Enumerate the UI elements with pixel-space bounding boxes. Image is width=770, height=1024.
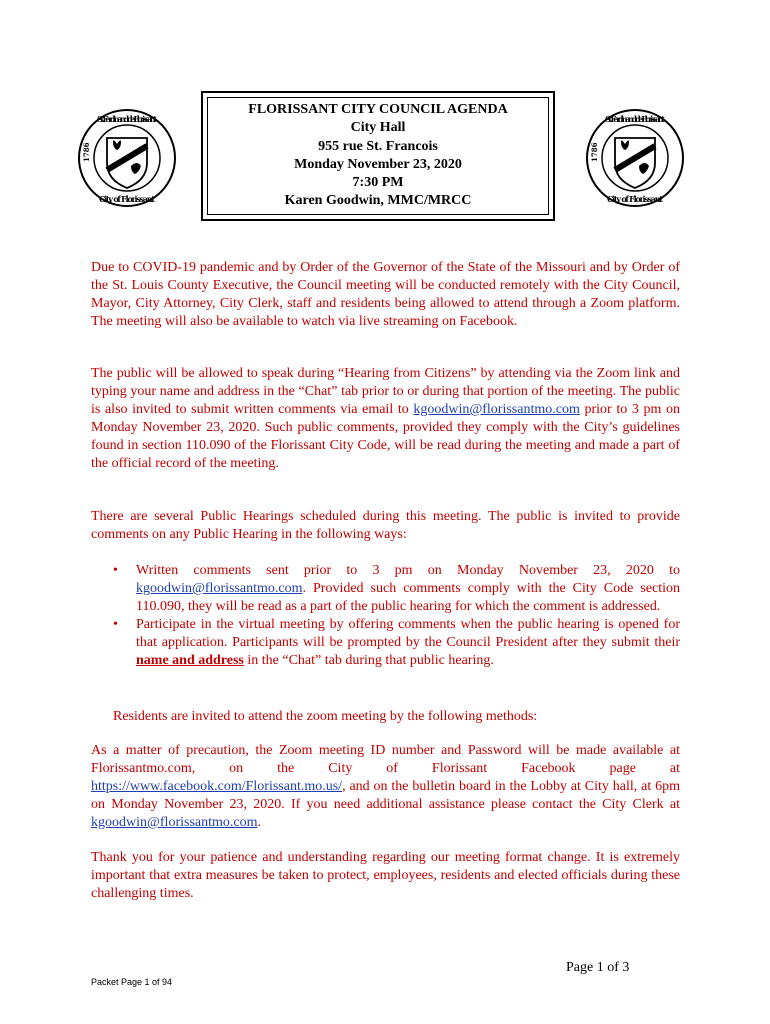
list-item-text: . Provided such comments comply with the City Code section 110.090, they will be read as a part of the public hearing for which the comment is addressed. xyxy=(136,581,680,614)
paragraph-text: The public will be allowed to speak during “Hearing from Citizens” by attending via the Zoom link and typing your name and address in the “Chat” tab prior to or during that portion of the meeting. The public is also invited to submit written comments via email to xyxy=(91,366,680,417)
public-hearings-paragraph: There are several Public Hearings scheduled during this meeting. The public is invited to provide comments on any Public Hearing in the following ways: xyxy=(91,509,680,542)
list-item xyxy=(113,562,680,616)
paragraph-text: prior to 3 pm on Monday November 23, 2020. Such public comments, provided they comply with the City’s guidelines found in section 110.090 of the Florissant City Code, will be read during the meeting and made a part of the official record of the meeting. xyxy=(91,402,680,471)
public-comment-methods-list xyxy=(113,562,680,670)
seal-year: 1786 xyxy=(590,142,599,162)
seal-bottom-text: City of Florissant xyxy=(99,194,155,204)
covid-notice-paragraph: Due to COVID-19 pandemic and by Order of the Governor of the State of the Missouri and by Order of the St. Louis County Executive, the Council meeting will be conducted remotely with the City Council, Mayor, City Attorney, City Clerk, staff and residents being allowed to attend through a Zoom platform. The meeting will also be available to watch via live streaming on Facebook. xyxy=(91,260,680,329)
name-and-address-emphasis: name and address xyxy=(136,653,244,668)
page-number: Page 1 of 3 xyxy=(566,960,630,975)
seal-top-text: St. Ferdinand de Florissant xyxy=(97,114,157,124)
packet-page-label: Packet Page 1 of 94 xyxy=(91,977,173,987)
city-clerk-name: Karen Goodwin, MMC/MRCC xyxy=(284,193,472,209)
clerk-email-link[interactable]: kgoodwin@florissantmo.com xyxy=(413,402,580,417)
agenda-header-box xyxy=(201,91,555,221)
thank-you-paragraph: Thank you for your patience and understanding regarding our meeting format change. It is extremely important that extra measures be taken to protect, employees, residents and elected officials during these challenging times. xyxy=(91,850,680,901)
facebook-page-link[interactable]: https://www.facebook.com/Florissant.mo.us/ xyxy=(91,779,343,794)
bullet-icon: • xyxy=(113,617,118,632)
zoom-details-paragraph xyxy=(91,742,680,832)
paragraph-text: As a matter of precaution, the Zoom meeting ID number and Password will be made available at Florissantmo.com, on the City of Florissant Facebook page at xyxy=(91,743,680,776)
seal-top-text: St. Ferdinand de Florissant xyxy=(605,114,665,124)
clerk-email-link[interactable]: kgoodwin@florissantmo.com xyxy=(91,815,258,830)
bullet-icon: • xyxy=(113,563,118,578)
hearing-from-citizens-paragraph xyxy=(91,365,680,473)
agenda-title: FLORISSANT CITY COUNCIL AGENDA xyxy=(248,102,508,117)
agenda-header-text xyxy=(203,101,553,211)
city-seal-right xyxy=(585,108,685,208)
seal-bottom-text: City of Florissant xyxy=(607,194,663,204)
list-item-text: in the “Chat” tab during that public hearing. xyxy=(243,653,494,668)
list-item xyxy=(113,616,680,670)
paragraph-text: , and on the bulletin board in the Lobby at City hall, at 6pm on Monday November 23, 2020. If you need additional assistance please contact the City Clerk at xyxy=(91,779,680,812)
city-seal-left xyxy=(77,108,177,208)
seal-year: 1786 xyxy=(82,142,91,162)
meeting-time: 7:30 PM xyxy=(352,175,404,191)
list-item-text: Written comments sent prior to 3 pm on Monday November 23, 2020 to xyxy=(136,563,680,578)
meeting-date: Monday November 23, 2020 xyxy=(294,156,462,172)
venue-address: 955 rue St. Francois xyxy=(318,138,438,154)
list-item-text: Participate in the virtual meeting by offering comments when the public hearing is opened for that application. Participants will be prompted by the Council President after they submit their xyxy=(136,617,680,650)
venue-name: City Hall xyxy=(350,120,406,136)
residents-invited-paragraph: Residents are invited to attend the zoom meeting by the following methods: xyxy=(113,709,538,724)
clerk-email-link[interactable]: kgoodwin@florissantmo.com xyxy=(136,581,303,596)
paragraph-text: . xyxy=(257,815,261,830)
